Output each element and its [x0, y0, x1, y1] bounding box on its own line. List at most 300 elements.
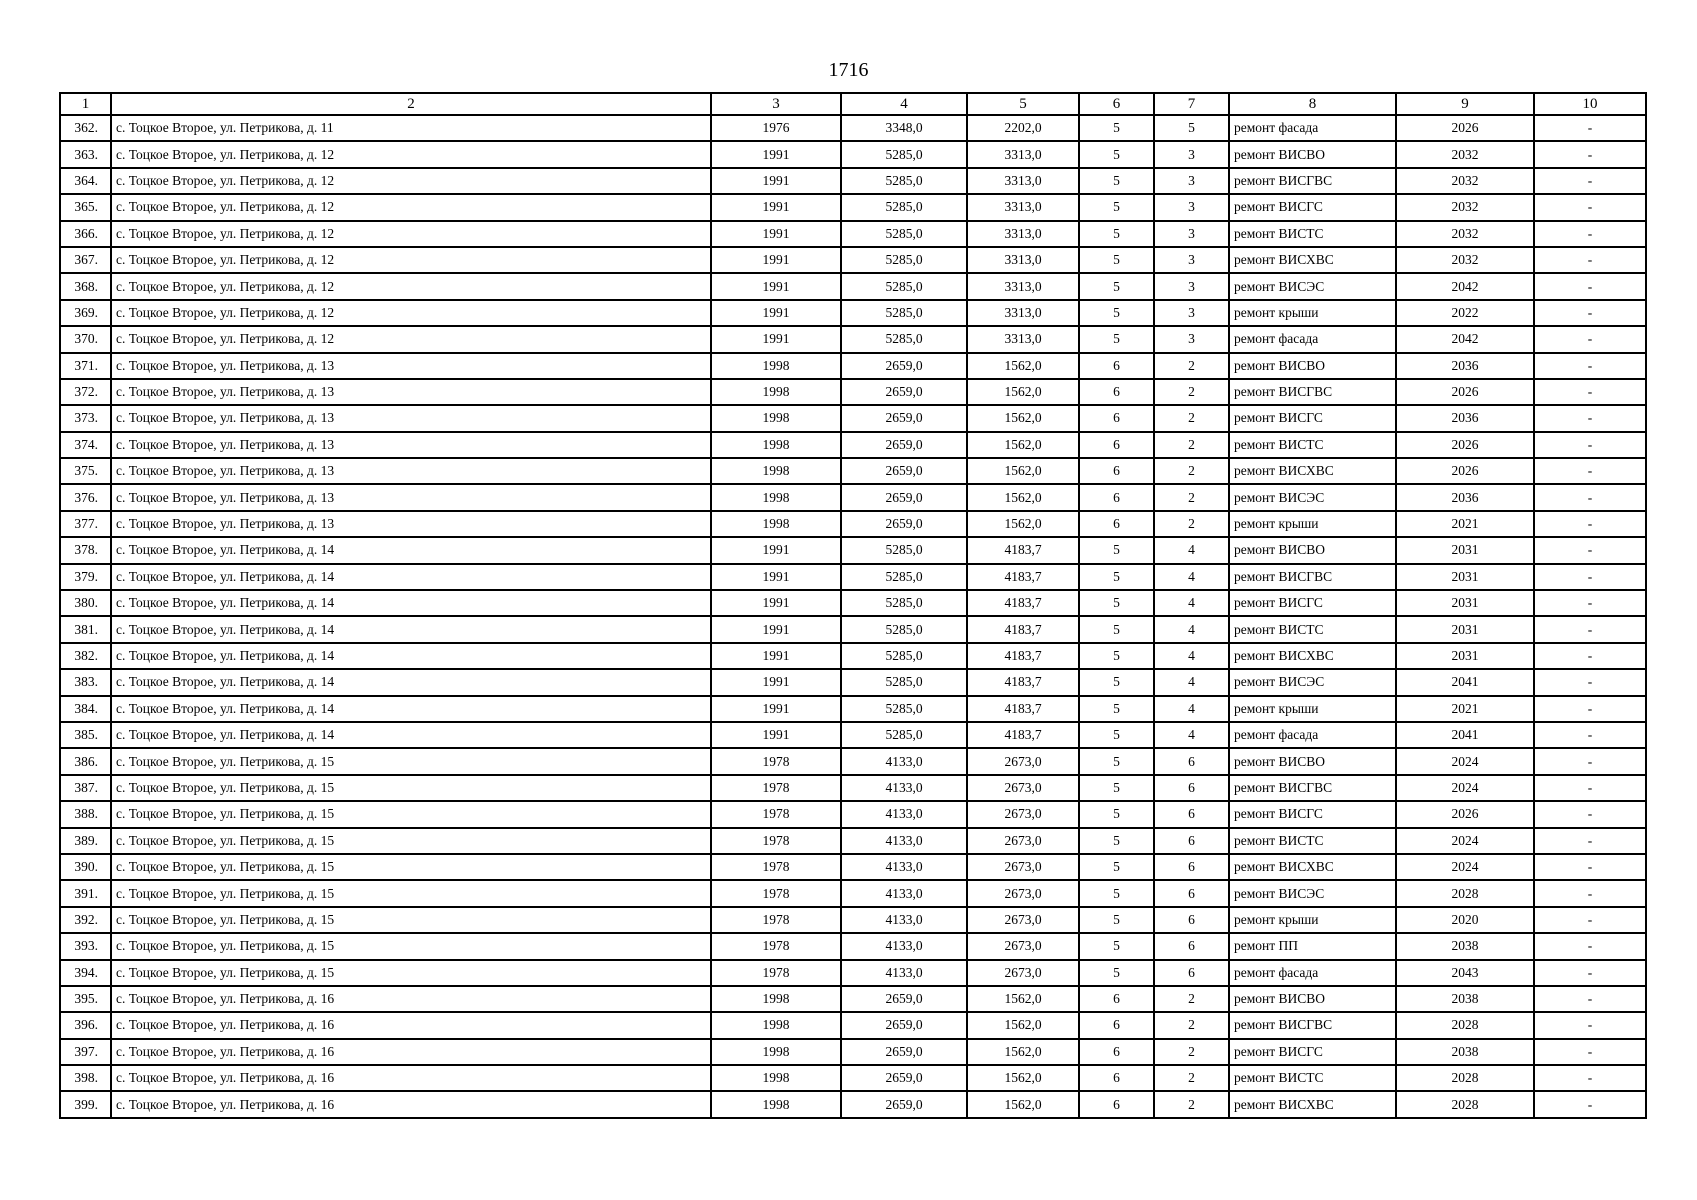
- cell-living-area: 3313,0: [967, 326, 1079, 352]
- cell-year-built: 1991: [711, 722, 841, 748]
- cell-year-built: 1991: [711, 273, 841, 299]
- cell-entrances: 6: [1154, 907, 1229, 933]
- cell-address: с. Тоцкое Второе, ул. Петрикова, д. 13: [111, 511, 711, 537]
- cell-work-type: ремонт ВИСГВС: [1229, 1012, 1396, 1038]
- cell-work-type: ремонт ВИСТС: [1229, 432, 1396, 458]
- cell-note: -: [1534, 801, 1646, 827]
- table-row: [60, 221, 1646, 247]
- cell-address: с. Тоцкое Второе, ул. Петрикова, д. 14: [111, 616, 711, 642]
- cell-entrances: 2: [1154, 484, 1229, 510]
- cell-floors: 6: [1079, 511, 1154, 537]
- cell-total-area: 5285,0: [841, 537, 967, 563]
- cell-planned-year: 2042: [1396, 326, 1534, 352]
- cell-year-built: 1998: [711, 1039, 841, 1065]
- cell-work-type: ремонт ВИСГС: [1229, 194, 1396, 220]
- cell-floors: 5: [1079, 722, 1154, 748]
- cell-address: с. Тоцкое Второе, ул. Петрикова, д. 13: [111, 432, 711, 458]
- cell-living-area: 2673,0: [967, 828, 1079, 854]
- cell-living-area: 4183,7: [967, 643, 1079, 669]
- cell-work-type: ремонт ВИСХВС: [1229, 458, 1396, 484]
- table-row: [60, 432, 1646, 458]
- cell-living-area: 1562,0: [967, 484, 1079, 510]
- cell-living-area: 3313,0: [967, 300, 1079, 326]
- column-header-6: 6: [1079, 93, 1154, 115]
- column-header-10: 10: [1534, 93, 1646, 115]
- cell-work-type: ремонт ВИСЭС: [1229, 484, 1396, 510]
- cell-row-number: 381.: [60, 616, 111, 642]
- cell-planned-year: 2024: [1396, 775, 1534, 801]
- cell-row-number: 370.: [60, 326, 111, 352]
- cell-entrances: 3: [1154, 168, 1229, 194]
- cell-work-type: ремонт крыши: [1229, 907, 1396, 933]
- table-row: [60, 643, 1646, 669]
- cell-floors: 5: [1079, 273, 1154, 299]
- cell-living-area: 1562,0: [967, 1065, 1079, 1091]
- cell-floors: 5: [1079, 748, 1154, 774]
- cell-planned-year: 2032: [1396, 168, 1534, 194]
- cell-floors: 5: [1079, 564, 1154, 590]
- cell-note: -: [1534, 880, 1646, 906]
- cell-row-number: 376.: [60, 484, 111, 510]
- cell-total-area: 2659,0: [841, 1039, 967, 1065]
- cell-planned-year: 2028: [1396, 880, 1534, 906]
- cell-floors: 6: [1079, 405, 1154, 431]
- cell-year-built: 1976: [711, 115, 841, 141]
- cell-living-area: 1562,0: [967, 511, 1079, 537]
- cell-planned-year: 2020: [1396, 907, 1534, 933]
- cell-floors: 6: [1079, 353, 1154, 379]
- cell-floors: 5: [1079, 854, 1154, 880]
- cell-row-number: 388.: [60, 801, 111, 827]
- cell-entrances: 3: [1154, 247, 1229, 273]
- cell-row-number: 397.: [60, 1039, 111, 1065]
- cell-planned-year: 2041: [1396, 722, 1534, 748]
- cell-note: -: [1534, 669, 1646, 695]
- cell-entrances: 4: [1154, 669, 1229, 695]
- cell-year-built: 1991: [711, 616, 841, 642]
- cell-planned-year: 2043: [1396, 960, 1534, 986]
- cell-address: с. Тоцкое Второе, ул. Петрикова, д. 14: [111, 564, 711, 590]
- cell-living-area: 3313,0: [967, 194, 1079, 220]
- table-row: [60, 1012, 1646, 1038]
- cell-floors: 5: [1079, 590, 1154, 616]
- table-row: [60, 960, 1646, 986]
- cell-year-built: 1978: [711, 880, 841, 906]
- table-body: [60, 115, 1646, 1118]
- cell-entrances: 2: [1154, 1012, 1229, 1038]
- cell-floors: 5: [1079, 828, 1154, 854]
- cell-floors: 5: [1079, 669, 1154, 695]
- table-row: [60, 748, 1646, 774]
- cell-total-area: 5285,0: [841, 194, 967, 220]
- cell-address: с. Тоцкое Второе, ул. Петрикова, д. 12: [111, 273, 711, 299]
- table-row: [60, 986, 1646, 1012]
- cell-floors: 5: [1079, 194, 1154, 220]
- cell-living-area: 2202,0: [967, 115, 1079, 141]
- cell-total-area: 2659,0: [841, 511, 967, 537]
- cell-row-number: 379.: [60, 564, 111, 590]
- cell-total-area: 5285,0: [841, 221, 967, 247]
- cell-year-built: 1998: [711, 1012, 841, 1038]
- cell-note: -: [1534, 1065, 1646, 1091]
- cell-planned-year: 2041: [1396, 669, 1534, 695]
- cell-note: -: [1534, 828, 1646, 854]
- cell-row-number: 394.: [60, 960, 111, 986]
- cell-work-type: ремонт ВИСГС: [1229, 590, 1396, 616]
- cell-address: с. Тоцкое Второе, ул. Петрикова, д. 16: [111, 1039, 711, 1065]
- cell-planned-year: 2031: [1396, 616, 1534, 642]
- cell-note: -: [1534, 907, 1646, 933]
- cell-row-number: 362.: [60, 115, 111, 141]
- cell-work-type: ремонт ВИСХВС: [1229, 1091, 1396, 1117]
- cell-planned-year: 2028: [1396, 1065, 1534, 1091]
- cell-address: с. Тоцкое Второе, ул. Петрикова, д. 14: [111, 537, 711, 563]
- cell-year-built: 1991: [711, 590, 841, 616]
- cell-planned-year: 2038: [1396, 986, 1534, 1012]
- cell-entrances: 6: [1154, 854, 1229, 880]
- cell-floors: 6: [1079, 432, 1154, 458]
- cell-total-area: 4133,0: [841, 748, 967, 774]
- cell-total-area: 5285,0: [841, 247, 967, 273]
- table-row: [60, 194, 1646, 220]
- cell-floors: 6: [1079, 458, 1154, 484]
- cell-row-number: 380.: [60, 590, 111, 616]
- cell-entrances: 5: [1154, 115, 1229, 141]
- cell-floors: 5: [1079, 141, 1154, 167]
- cell-year-built: 1991: [711, 300, 841, 326]
- cell-note: -: [1534, 273, 1646, 299]
- cell-address: с. Тоцкое Второе, ул. Петрикова, д. 15: [111, 775, 711, 801]
- cell-living-area: 2673,0: [967, 933, 1079, 959]
- cell-address: с. Тоцкое Второе, ул. Петрикова, д. 11: [111, 115, 711, 141]
- cell-floors: 5: [1079, 221, 1154, 247]
- cell-floors: 6: [1079, 1039, 1154, 1065]
- cell-entrances: 4: [1154, 616, 1229, 642]
- cell-entrances: 4: [1154, 564, 1229, 590]
- cell-total-area: 4133,0: [841, 775, 967, 801]
- cell-total-area: 2659,0: [841, 432, 967, 458]
- cell-total-area: 5285,0: [841, 696, 967, 722]
- cell-planned-year: 2022: [1396, 300, 1534, 326]
- cell-living-area: 3313,0: [967, 141, 1079, 167]
- cell-entrances: 3: [1154, 141, 1229, 167]
- cell-work-type: ремонт фасада: [1229, 115, 1396, 141]
- cell-work-type: ремонт ВИСВО: [1229, 748, 1396, 774]
- cell-work-type: ремонт ВИСЭС: [1229, 273, 1396, 299]
- table-row: [60, 537, 1646, 563]
- column-header-1: 1: [60, 93, 111, 115]
- cell-address: с. Тоцкое Второе, ул. Петрикова, д. 14: [111, 722, 711, 748]
- cell-living-area: 3313,0: [967, 168, 1079, 194]
- cell-entrances: 3: [1154, 326, 1229, 352]
- table-row: [60, 405, 1646, 431]
- table-row: [60, 1039, 1646, 1065]
- cell-living-area: 4183,7: [967, 669, 1079, 695]
- cell-entrances: 2: [1154, 353, 1229, 379]
- cell-total-area: 4133,0: [841, 828, 967, 854]
- cell-living-area: 3313,0: [967, 247, 1079, 273]
- cell-row-number: 390.: [60, 854, 111, 880]
- cell-row-number: 371.: [60, 353, 111, 379]
- cell-planned-year: 2036: [1396, 484, 1534, 510]
- cell-address: с. Тоцкое Второе, ул. Петрикова, д. 12: [111, 300, 711, 326]
- table-row: [60, 458, 1646, 484]
- cell-living-area: 2673,0: [967, 960, 1079, 986]
- cell-row-number: 393.: [60, 933, 111, 959]
- cell-entrances: 6: [1154, 801, 1229, 827]
- cell-floors: 5: [1079, 801, 1154, 827]
- cell-note: -: [1534, 960, 1646, 986]
- cell-entrances: 2: [1154, 1065, 1229, 1091]
- cell-year-built: 1991: [711, 696, 841, 722]
- cell-address: с. Тоцкое Второе, ул. Петрикова, д. 12: [111, 221, 711, 247]
- cell-work-type: ремонт ВИСТС: [1229, 828, 1396, 854]
- cell-row-number: 383.: [60, 669, 111, 695]
- cell-entrances: 3: [1154, 273, 1229, 299]
- table-row: [60, 907, 1646, 933]
- cell-year-built: 1991: [711, 669, 841, 695]
- cell-floors: 6: [1079, 986, 1154, 1012]
- column-header-4: 4: [841, 93, 967, 115]
- cell-note: -: [1534, 194, 1646, 220]
- cell-living-area: 4183,7: [967, 590, 1079, 616]
- cell-work-type: ремонт крыши: [1229, 300, 1396, 326]
- column-header-9: 9: [1396, 93, 1534, 115]
- cell-work-type: ремонт фасада: [1229, 722, 1396, 748]
- cell-work-type: ремонт ВИСВО: [1229, 986, 1396, 1012]
- cell-note: -: [1534, 247, 1646, 273]
- cell-floors: 5: [1079, 696, 1154, 722]
- cell-floors: 6: [1079, 1012, 1154, 1038]
- column-header-5: 5: [967, 93, 1079, 115]
- cell-year-built: 1991: [711, 168, 841, 194]
- cell-total-area: 2659,0: [841, 1012, 967, 1038]
- cell-row-number: 367.: [60, 247, 111, 273]
- cell-total-area: 5285,0: [841, 643, 967, 669]
- cell-address: с. Тоцкое Второе, ул. Петрикова, д. 12: [111, 141, 711, 167]
- cell-row-number: 391.: [60, 880, 111, 906]
- cell-row-number: 386.: [60, 748, 111, 774]
- cell-note: -: [1534, 511, 1646, 537]
- cell-total-area: 5285,0: [841, 168, 967, 194]
- cell-year-built: 1991: [711, 221, 841, 247]
- cell-row-number: 364.: [60, 168, 111, 194]
- cell-total-area: 2659,0: [841, 484, 967, 510]
- table-row: [60, 933, 1646, 959]
- cell-address: с. Тоцкое Второе, ул. Петрикова, д. 12: [111, 326, 711, 352]
- cell-note: -: [1534, 300, 1646, 326]
- repair-schedule-table: [59, 92, 1647, 1119]
- table-row: [60, 300, 1646, 326]
- table-row: [60, 590, 1646, 616]
- cell-row-number: 399.: [60, 1091, 111, 1117]
- cell-living-area: 1562,0: [967, 379, 1079, 405]
- cell-total-area: 2659,0: [841, 1091, 967, 1117]
- cell-entrances: 4: [1154, 722, 1229, 748]
- cell-entrances: 4: [1154, 537, 1229, 563]
- cell-row-number: 369.: [60, 300, 111, 326]
- cell-work-type: ремонт ВИСТС: [1229, 616, 1396, 642]
- cell-work-type: ремонт ПП: [1229, 933, 1396, 959]
- table-row: [60, 326, 1646, 352]
- cell-planned-year: 2031: [1396, 537, 1534, 563]
- column-header-7: 7: [1154, 93, 1229, 115]
- cell-note: -: [1534, 405, 1646, 431]
- cell-living-area: 3313,0: [967, 273, 1079, 299]
- cell-living-area: 1562,0: [967, 986, 1079, 1012]
- table-row: [60, 775, 1646, 801]
- cell-work-type: ремонт ВИСГВС: [1229, 168, 1396, 194]
- cell-floors: 5: [1079, 537, 1154, 563]
- cell-total-area: 5285,0: [841, 669, 967, 695]
- cell-living-area: 1562,0: [967, 458, 1079, 484]
- table-row: [60, 669, 1646, 695]
- table-row: [60, 854, 1646, 880]
- cell-address: с. Тоцкое Второе, ул. Петрикова, д. 15: [111, 748, 711, 774]
- cell-row-number: 363.: [60, 141, 111, 167]
- cell-row-number: 395.: [60, 986, 111, 1012]
- cell-work-type: ремонт ВИСВО: [1229, 141, 1396, 167]
- cell-total-area: 2659,0: [841, 405, 967, 431]
- cell-year-built: 1978: [711, 933, 841, 959]
- cell-total-area: 5285,0: [841, 616, 967, 642]
- cell-floors: 5: [1079, 933, 1154, 959]
- cell-planned-year: 2026: [1396, 801, 1534, 827]
- cell-total-area: 4133,0: [841, 960, 967, 986]
- column-header-3: 3: [711, 93, 841, 115]
- cell-work-type: ремонт ВИСТС: [1229, 1065, 1396, 1091]
- cell-living-area: 4183,7: [967, 537, 1079, 563]
- cell-note: -: [1534, 168, 1646, 194]
- cell-living-area: 1562,0: [967, 1091, 1079, 1117]
- cell-year-built: 1998: [711, 353, 841, 379]
- table-row: [60, 115, 1646, 141]
- cell-year-built: 1998: [711, 1065, 841, 1091]
- cell-entrances: 2: [1154, 1039, 1229, 1065]
- cell-living-area: 1562,0: [967, 1012, 1079, 1038]
- cell-entrances: 4: [1154, 590, 1229, 616]
- cell-work-type: ремонт ВИСХВС: [1229, 643, 1396, 669]
- cell-address: с. Тоцкое Второе, ул. Петрикова, д. 14: [111, 590, 711, 616]
- cell-work-type: ремонт крыши: [1229, 696, 1396, 722]
- cell-planned-year: 2026: [1396, 379, 1534, 405]
- cell-planned-year: 2026: [1396, 432, 1534, 458]
- table-row: [60, 1065, 1646, 1091]
- cell-work-type: ремонт ВИСТС: [1229, 221, 1396, 247]
- cell-row-number: 396.: [60, 1012, 111, 1038]
- cell-row-number: 375.: [60, 458, 111, 484]
- cell-total-area: 4133,0: [841, 801, 967, 827]
- cell-living-area: 4183,7: [967, 564, 1079, 590]
- cell-address: с. Тоцкое Второе, ул. Петрикова, д. 12: [111, 194, 711, 220]
- cell-entrances: 6: [1154, 828, 1229, 854]
- cell-address: с. Тоцкое Второе, ул. Петрикова, д. 15: [111, 828, 711, 854]
- cell-address: с. Тоцкое Второе, ул. Петрикова, д. 15: [111, 854, 711, 880]
- cell-total-area: 2659,0: [841, 986, 967, 1012]
- cell-year-built: 1991: [711, 326, 841, 352]
- cell-year-built: 1991: [711, 537, 841, 563]
- cell-row-number: 382.: [60, 643, 111, 669]
- cell-floors: 5: [1079, 907, 1154, 933]
- cell-address: с. Тоцкое Второе, ул. Петрикова, д. 13: [111, 458, 711, 484]
- cell-total-area: 2659,0: [841, 353, 967, 379]
- cell-row-number: 374.: [60, 432, 111, 458]
- cell-total-area: 4133,0: [841, 880, 967, 906]
- cell-note: -: [1534, 590, 1646, 616]
- cell-planned-year: 2042: [1396, 273, 1534, 299]
- cell-year-built: 1978: [711, 907, 841, 933]
- cell-entrances: 6: [1154, 960, 1229, 986]
- cell-entrances: 2: [1154, 405, 1229, 431]
- column-header-8: 8: [1229, 93, 1396, 115]
- cell-note: -: [1534, 643, 1646, 669]
- cell-year-built: 1998: [711, 1091, 841, 1117]
- cell-note: -: [1534, 616, 1646, 642]
- cell-note: -: [1534, 775, 1646, 801]
- table-row: [60, 880, 1646, 906]
- cell-planned-year: 2028: [1396, 1012, 1534, 1038]
- cell-note: -: [1534, 748, 1646, 774]
- cell-floors: 6: [1079, 1091, 1154, 1117]
- cell-living-area: 1562,0: [967, 405, 1079, 431]
- cell-planned-year: 2038: [1396, 933, 1534, 959]
- cell-floors: 5: [1079, 960, 1154, 986]
- cell-note: -: [1534, 353, 1646, 379]
- cell-work-type: ремонт ВИСГВС: [1229, 379, 1396, 405]
- cell-address: с. Тоцкое Второе, ул. Петрикова, д. 12: [111, 168, 711, 194]
- cell-entrances: 2: [1154, 458, 1229, 484]
- cell-planned-year: 2021: [1396, 696, 1534, 722]
- cell-work-type: ремонт крыши: [1229, 511, 1396, 537]
- table-row: [60, 564, 1646, 590]
- cell-row-number: 365.: [60, 194, 111, 220]
- cell-planned-year: 2032: [1396, 141, 1534, 167]
- cell-entrances: 6: [1154, 933, 1229, 959]
- cell-floors: 5: [1079, 643, 1154, 669]
- cell-planned-year: 2024: [1396, 828, 1534, 854]
- cell-note: -: [1534, 1039, 1646, 1065]
- cell-work-type: ремонт ВИСГВС: [1229, 775, 1396, 801]
- cell-total-area: 3348,0: [841, 115, 967, 141]
- cell-work-type: ремонт ВИСЭС: [1229, 669, 1396, 695]
- cell-note: -: [1534, 564, 1646, 590]
- cell-work-type: ремонт ВИСГС: [1229, 1039, 1396, 1065]
- cell-row-number: 384.: [60, 696, 111, 722]
- cell-year-built: 1998: [711, 511, 841, 537]
- cell-entrances: 6: [1154, 748, 1229, 774]
- cell-floors: 6: [1079, 484, 1154, 510]
- cell-living-area: 1562,0: [967, 432, 1079, 458]
- cell-planned-year: 2028: [1396, 1091, 1534, 1117]
- cell-address: с. Тоцкое Второе, ул. Петрикова, д. 12: [111, 247, 711, 273]
- cell-note: -: [1534, 986, 1646, 1012]
- cell-total-area: 5285,0: [841, 141, 967, 167]
- cell-floors: 5: [1079, 300, 1154, 326]
- cell-note: -: [1534, 141, 1646, 167]
- cell-living-area: 1562,0: [967, 353, 1079, 379]
- cell-address: с. Тоцкое Второе, ул. Петрикова, д. 15: [111, 907, 711, 933]
- table-row: [60, 353, 1646, 379]
- cell-row-number: 372.: [60, 379, 111, 405]
- cell-address: с. Тоцкое Второе, ул. Петрикова, д. 15: [111, 960, 711, 986]
- cell-year-built: 1978: [711, 960, 841, 986]
- cell-entrances: 2: [1154, 1091, 1229, 1117]
- cell-year-built: 1991: [711, 247, 841, 273]
- cell-address: с. Тоцкое Второе, ул. Петрикова, д. 13: [111, 484, 711, 510]
- cell-living-area: 4183,7: [967, 722, 1079, 748]
- table-row: [60, 511, 1646, 537]
- cell-work-type: ремонт ВИСВО: [1229, 537, 1396, 563]
